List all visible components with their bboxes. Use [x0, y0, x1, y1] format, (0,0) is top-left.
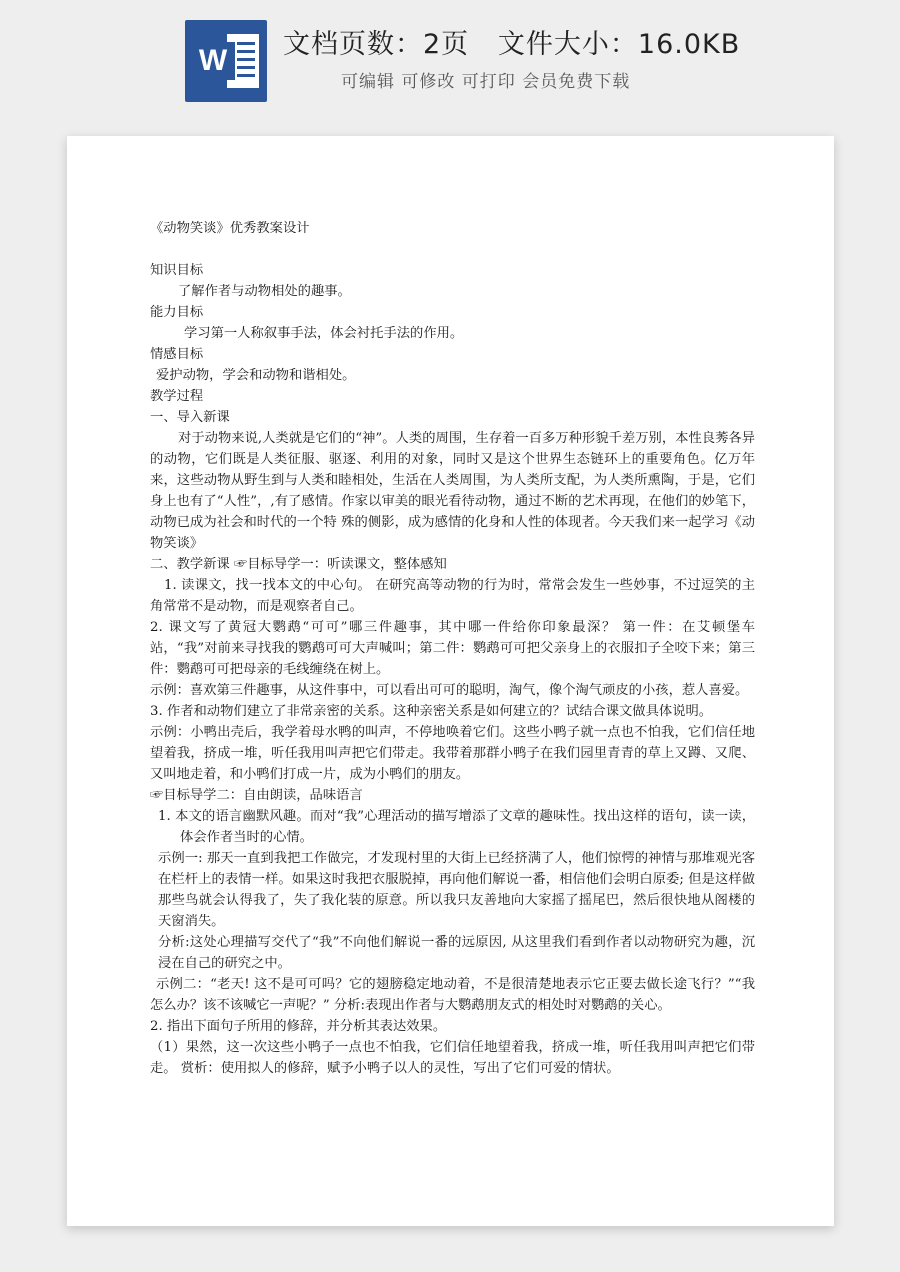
- paragraph: 2. 课文写了黄冠大鹦鹉“可可”哪三件趣事，其中哪一件给你印象最深？ 第一件：在艾顿堡车站，“我”对前来寻找我的鹦鹉可可大声喊叫；第二件：鹦鹉可可把父亲身上的衣服扣子全咬下来；第三件：鹦鹉可可把母亲的毛线缠绕在树上。: [150, 620, 755, 677]
- paragraph: 3. 作者和动物们建立了非常亲密的关系。这种亲密关系是如何建立的？试结合课文做具体说明。: [150, 704, 713, 719]
- section-heading: ☞目标导学二：自由朗读，品味语言: [150, 788, 363, 803]
- section-heading: 情感目标: [150, 347, 204, 362]
- section-heading: 一、导入新课: [150, 410, 230, 425]
- section-heading: 教学过程: [150, 389, 204, 404]
- paragraph: 爱护动物，学会和动物和谐相处。: [156, 368, 356, 383]
- file-features-subtitle: 可编辑 可修改 可打印 会员免费下载: [341, 72, 631, 92]
- section-heading: 二、教学新课 ☞目标导学一：听读课文，整体感知: [150, 557, 447, 572]
- document-body: [150, 218, 755, 1079]
- paragraph: 1. 读课文，找一找本文的中心句。 在研究高等动物的行为时，常常会发生一些妙事，不过逗笑的主角常常不是动物，而是观察者自己。: [150, 578, 755, 614]
- paragraph: 学习第一人称叙事手法，体会衬托手法的作用。: [184, 326, 464, 341]
- paragraph: 示例：小鸭出壳后，我学着母水鸭的叫声，不停地唤着它们。这些小鸭子就一点也不怕我，它们信任地望着我，挤成一堆，听任我用叫声把它们带走。我带着那群小鸭子在我们园里青青的草上又蹲、又爬、又叫地走着，和小鸭们打成一片，成为小鸭们的朋友。: [150, 725, 755, 782]
- document-page: [67, 136, 834, 1226]
- word-letter: W: [191, 42, 235, 80]
- paragraph: 1. 本文的语言幽默风趣。而对“我”心理活动的描写增添了文章的趣味性。找出这样的语句，读一读，体会作者当时的心情。: [158, 809, 755, 845]
- download-header: [0, 0, 900, 130]
- paragraph: 分析:这处心理描写交代了“我”不向他们解说一番的远原因, 从这里我们看到作者以动物研究为趣，沉浸在自己的研究之中。: [158, 935, 755, 971]
- word-document-icon: [185, 20, 267, 102]
- paragraph: （1）果然，这一次这些小鸭子一点也不怕我，它们信任地望着我，挤成一堆，听任我用叫声把它们带走。 赏析：使用拟人的修辞，赋予小鸭子以人的灵性，写出了它们可爱的情状。: [150, 1040, 755, 1076]
- paragraph: 2. 指出下面句子所用的修辞，并分析其表达效果。: [150, 1019, 447, 1034]
- paragraph: 对于动物来说,人类就是它们的“神”。人类的周围，生存着一百多万种形貌千差万别，本性良莠各异的动物，它们既是人类征服、驱逐、利用的对象，同时又是这个世界生态链环上的重要角色。亿万年来，这些动物从野生到与人类和睦相处，生活在人类周围，为人类所支配，为人类所熏陶，于是，它们身上也有了“人性”，,有了感情。作家以审美的眼光看待动物，通过不断的艺术再现，在他们的妙笔下，动物已成为社会和时代的一个特 殊的侧影，成为感情的化身和人性的体现者。今天我们来一起学习《动物笑谈》: [150, 431, 755, 551]
- document-title: 《动物笑谈》优秀教案设计: [150, 221, 310, 236]
- paragraph: 示例：喜欢第三件趣事，从这件事中，可以看出可可的聪明，淘气，像个淘气顽皮的小孩，惹人喜爱。: [150, 683, 749, 698]
- section-heading: 能力目标: [150, 305, 204, 320]
- section-heading: 知识目标: [150, 263, 204, 278]
- paragraph: 示例一: 那天一直到我把工作做完，才发现村里的大街上已经挤满了人，他们惊愕的神情与那堆观光客在栏杆上的表情一样。如果这时我把衣服脱掉，再向他们解说一番，相信他们会明白原委; 但是这样做那些鸟就会认得我了，失了我化装的原意。所以我只友善地向大家摇了摇尾巴，然后很快地从阁楼的天窗消失。: [158, 851, 755, 929]
- paragraph: 了解作者与动物相处的趣事。: [178, 284, 351, 299]
- paragraph: 示例二：“老天! 这不是可可吗？它的翅膀稳定地动着，不是很清楚地表示它正要去做长途飞行？”“我怎么办？该不该喊它一声呢？” 分析:表现出作者与大鹦鹉朋友式的相处时对鹦鹉的关心。: [150, 977, 755, 1013]
- file-info-title: 文档页数：2页 文件大小：16.0KB: [283, 29, 741, 60]
